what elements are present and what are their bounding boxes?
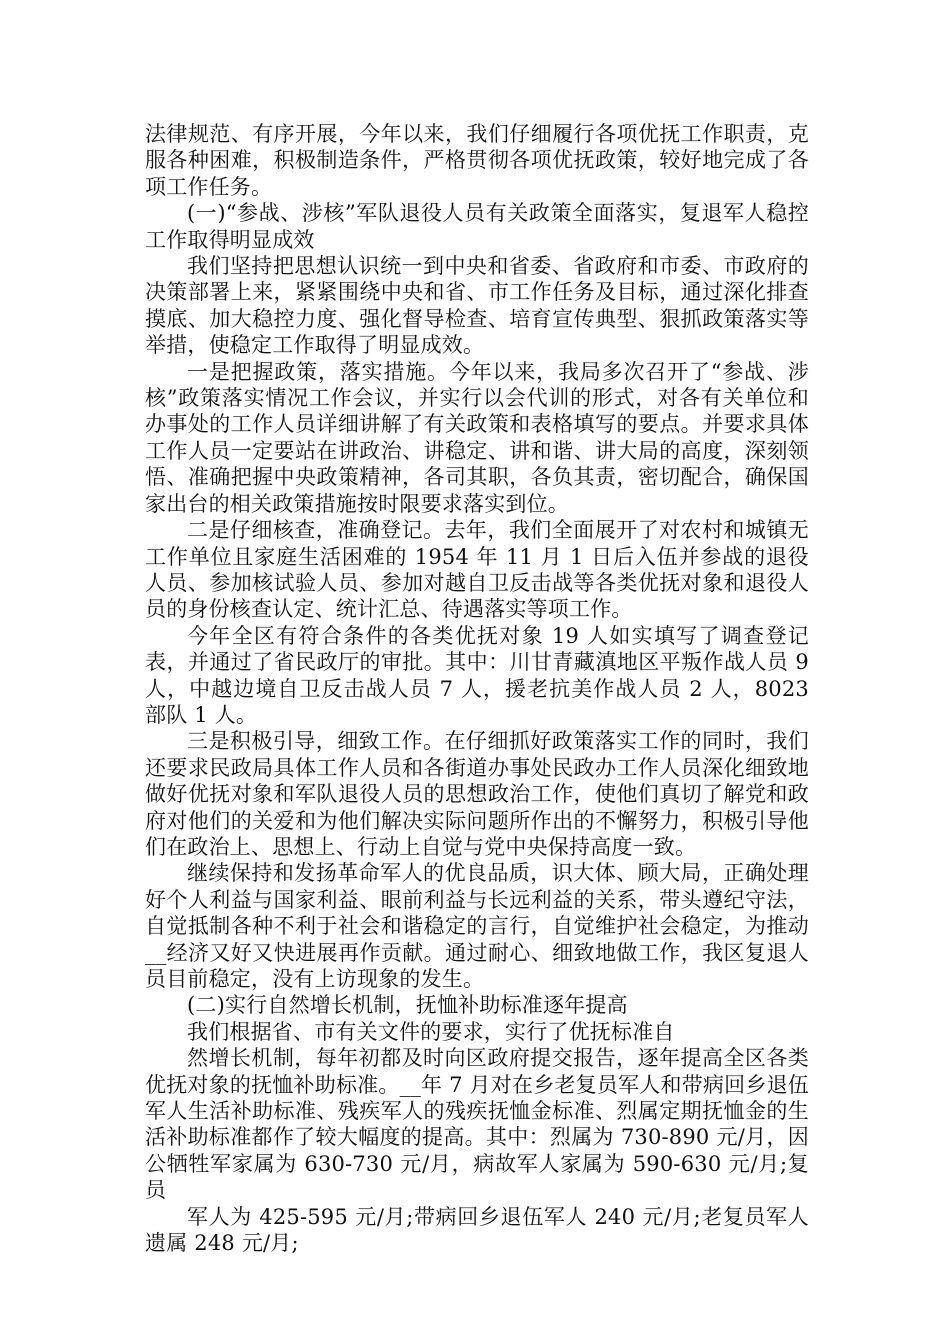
paragraph: 我们根据省、市有关文件的要求，实行了优抚标准自 [187, 1019, 675, 1044]
section-heading-2: (二)实行自然增长机制，抚恤补助标准逐年提高 [187, 993, 628, 1018]
paragraph: 一是把握政策，落实措施。今年以来，我局多次召开了“参战、涉核”政策落实情况工作会议，并实行以会代训的形式，对各有关单位和办事处的工作人员详细讲解了有关政策和表格填写的要点。并要求具体工作人员一定要站在讲政治、讲稳定、讲和谐、讲大局的高度，深刻领悟、准确把握中央政策精神，各司其职，各负其责，密切配合，确保国家出台的相关政策措施按时限要求落实到位。 [145, 359, 809, 516]
paragraph: 二是仔细核查，准确登记。去年，我们全面展开了对农村和城镇无工作单位且家庭生活困难的 1954 年 11 月 1 日后入伍并参战的退役人员、参加核试验人员、参加对越自卫反击战等各类优抚对象和退役人员的身份核查认定、统计汇总、待遇落实等项工作。 [145, 518, 809, 622]
paragraph: 今年全区有符合条件的各类优抚对象 19 人如实填写了调查登记表，并通过了省民政厅的审批。其中：川甘青藏滇地区平叛作战人员 9 人，中越边境自卫反击战人员 7 人，援老抗美作战人员 2 人，8023 部队 1 人。 [145, 623, 809, 727]
paragraph: 我们坚持把思想认识统一到中央和省委、省政府和市委、市政府的决策部署上来，紧紧围绕中央和省、市工作任务及目标，通过深化排查摸底、加大稳控力度、强化督导检查、培育宣传典型、狠抓政策落实等举措，使稳定工作取得了明显成效。 [145, 254, 809, 358]
paragraph: 然增长机制，每年初都及时向区政府提交报告，逐年提高全区各类优抚对象的抚恤补助标准。__年 7 月对在乡老复员军人和带病回乡退伍军人生活补助标准、残疾军人的残疾抚恤金标准、烈属定期抚恤金的生活补助标准都作了较大幅度的提高。其中：烈属为 730-890 元/月，因公牺牲军家属为 630-730 元/月，病故军人家属为 590-630 元/月;复员 [145, 1046, 809, 1203]
paragraph: 继续保持和发扬革命军人的优良品质，识大体、顾大局，正确处理好个人利益与国家利益、眼前利益与长远利益的关系，带头遵纪守法，自觉抵制各种不利于社会和谐稳定的言行，自觉维护社会稳定，为推动__经济又好又快进展再作贡献。通过耐心、细致地做工作，我区复退人员目前稳定，没有上访现象的发生。 [145, 861, 809, 991]
paragraph: 三是积极引导，细致工作。在仔细抓好政策落实工作的同时，我们还要求民政局具体工作人员和各街道办事处民政办工作人员深化细致地做好优抚对象和军队退役人员的思想政治工作，使他们真切了解党和政府对他们的关爱和为他们解决实际问题所作出的不懈努力，积极引导他们在政治上、思想上、行动上自觉与党中央保持高度一致。 [145, 729, 809, 859]
paragraph-intro: 法律规范、有序开展，今年以来，我们仔细履行各项优抚工作职责，克服各种困难，积极制造条件，严格贯彻各项优抚政策，较好地完成了各项工作任务。 [145, 122, 809, 199]
paragraph: 军人为 425-595 元/月;带病回乡退伍军人 240 元/月;老复员军人遗属 248 元/月; [145, 1204, 809, 1256]
section-heading-1: (一)“参战、涉核”军队退役人员有关政策全面落实，复退军人稳控工作取得明显成效 [145, 201, 809, 252]
document-body [145, 121, 809, 1256]
